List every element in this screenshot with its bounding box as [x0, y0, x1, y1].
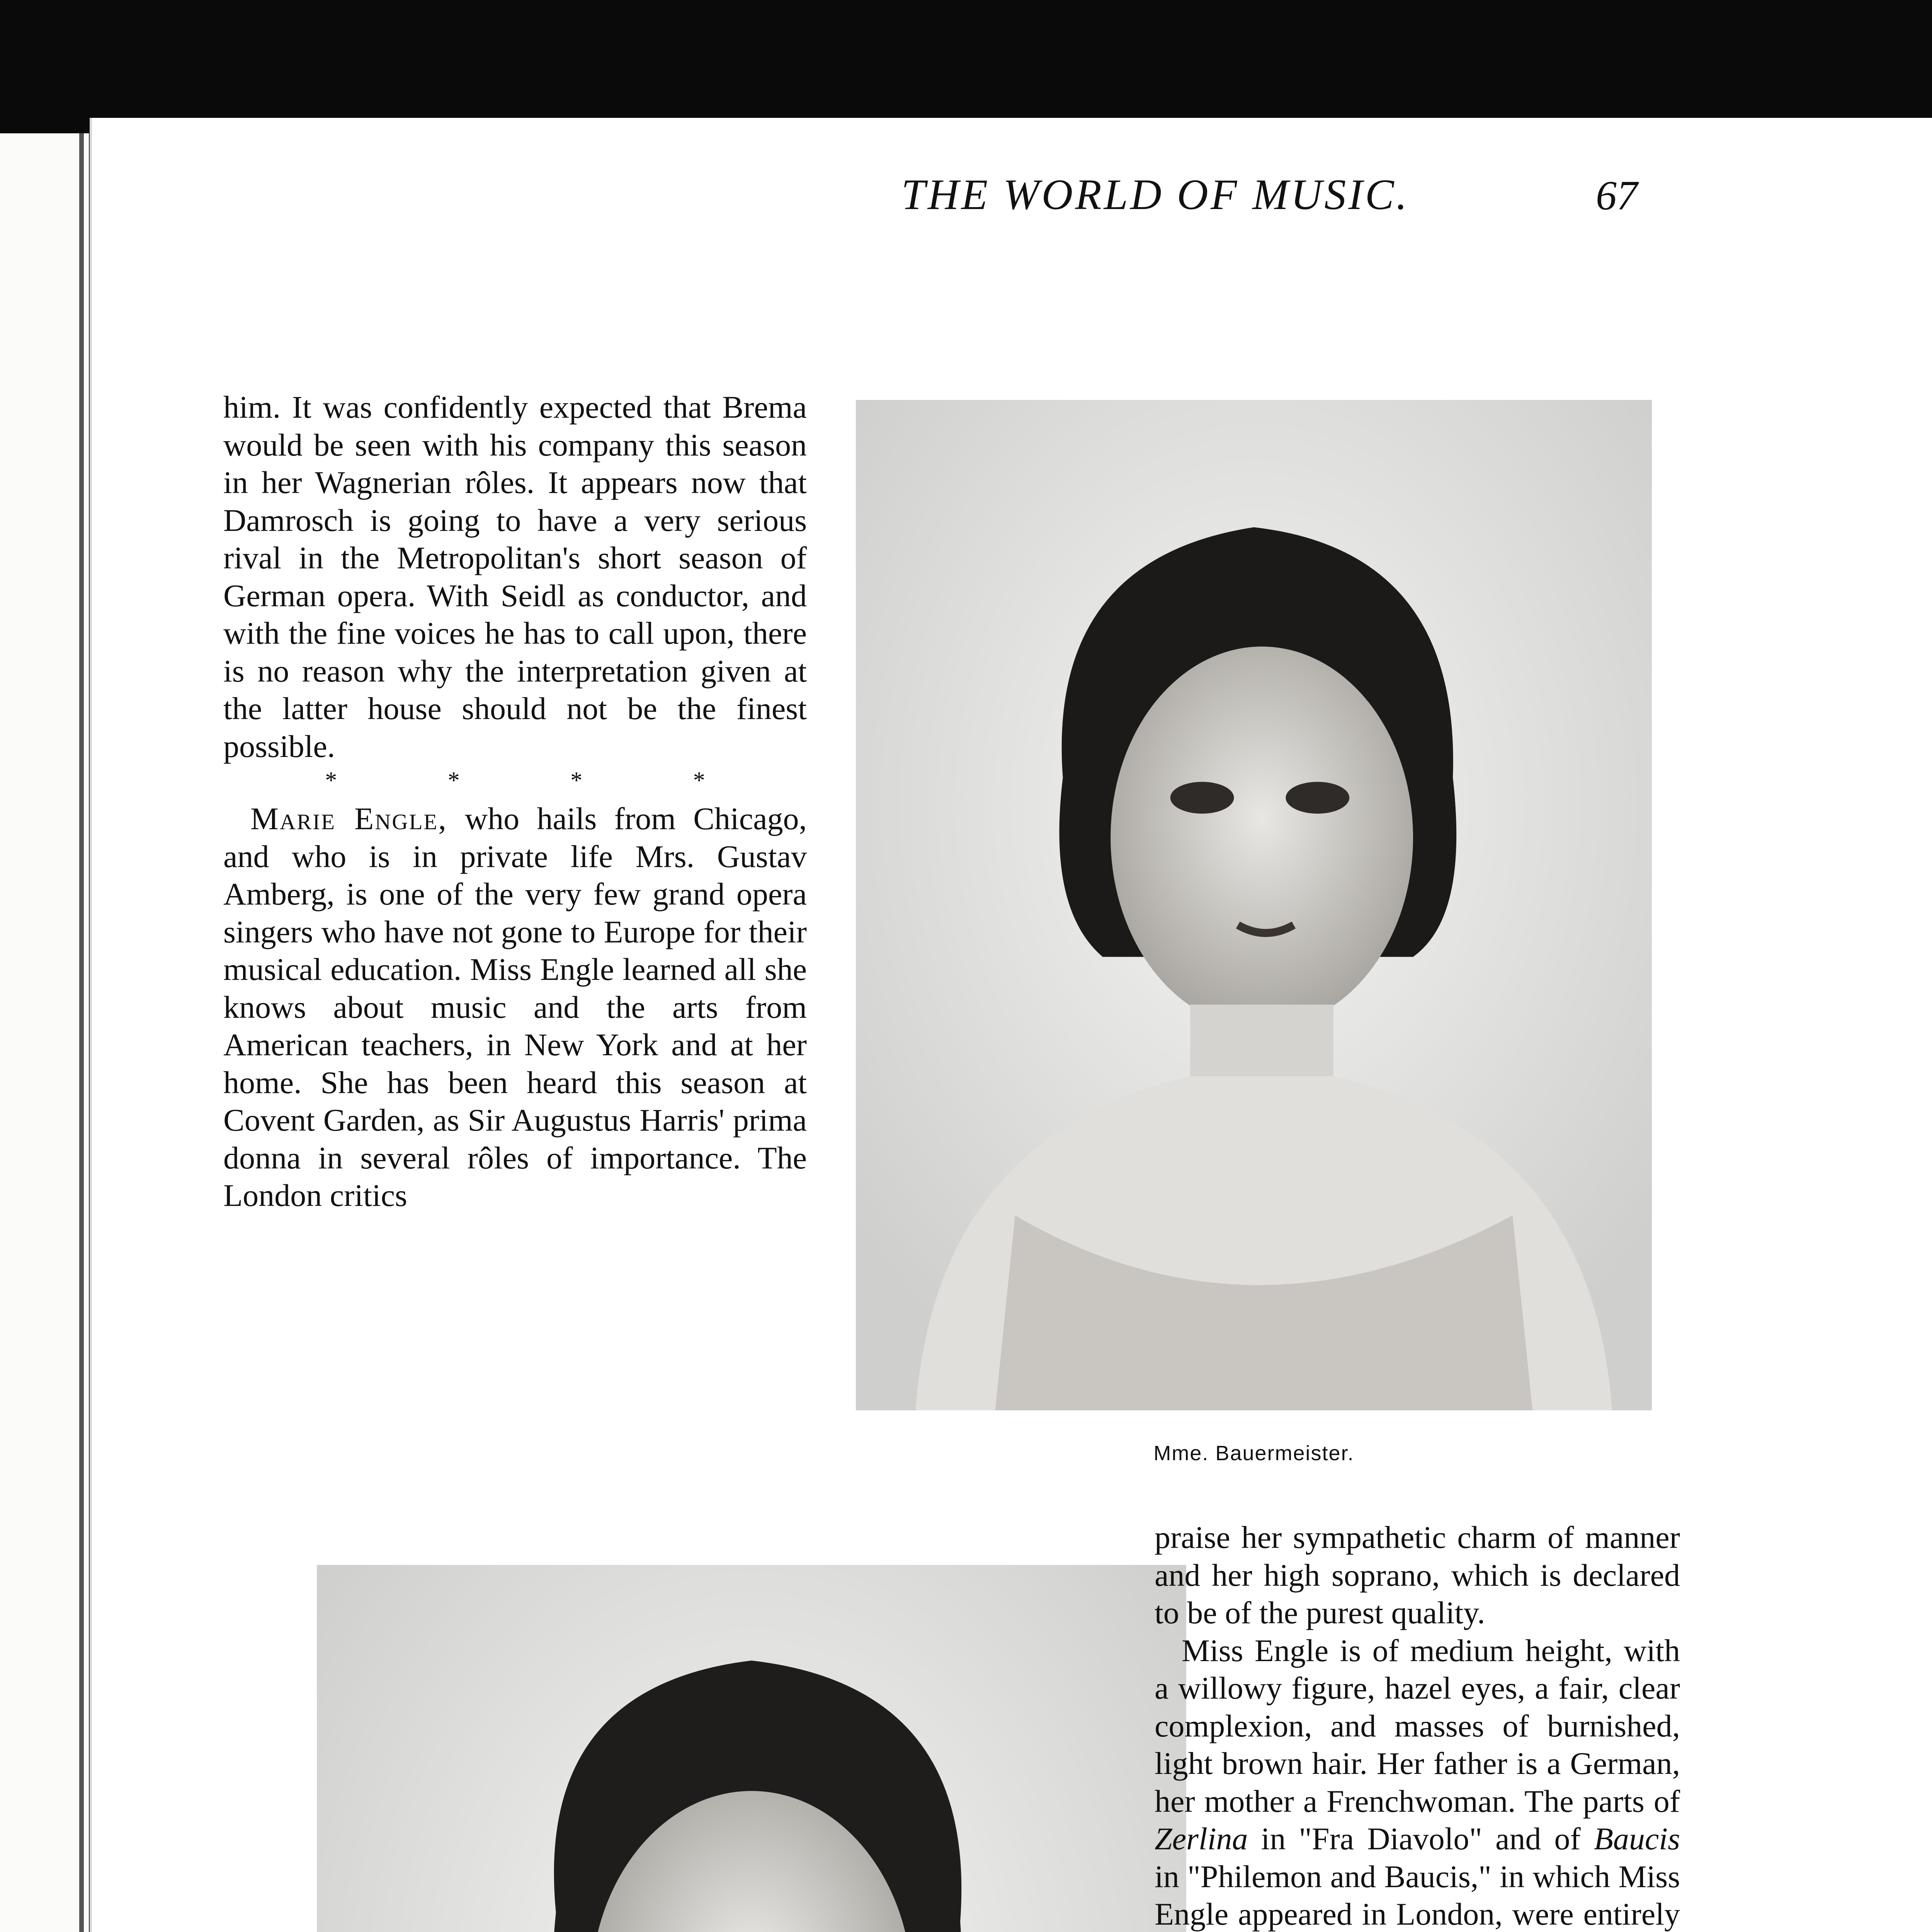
page-number: 67	[1596, 173, 1638, 219]
figure-caption: Mme. Bauermeister.	[1153, 1442, 1354, 1465]
page-gutter-line	[79, 133, 84, 1932]
right-text-column	[1155, 1519, 1680, 1932]
role-name: Zerlina	[1155, 1821, 1248, 1856]
paragraph: Miss Engle is of medium height, with a willowy figure, hazel eyes, a fair, clear complexion, and masses of burnished, light brown hair. Her father is a German, her mother a Frenchwoman. The parts of Zerlina in "Fra Diavolo" and of Baucis in "Philemon and Baucis," in which Miss Engle appeared in London, were entirely	[1155, 1633, 1680, 1932]
paragraph-lead: Marie Engle,	[250, 801, 447, 836]
section-separator: * * * *	[325, 767, 705, 794]
running-title: THE WORLD OF MUSIC.	[901, 171, 1410, 219]
portrait-bauermeister	[856, 400, 1652, 1410]
paragraph: him. It was confidently expected that Brema would be seen with his company this season in her Wagnerian rôles. It appears now that Damrosch is going to have a very serious rival in the Metropolitan's short season of German opera. With Seidl as conductor, and with the fine voices he has to call upon, there is no reason why the interpretation given at the latter house should not be the finest possible.	[223, 389, 807, 764]
paragraph: Marie Engle, who hails from Chicago, and who is in private life Mrs. Gustav Amberg, is one of the very few grand opera singers who have not gone to Europe for their musical education. Miss Engle learned all she knows about music and the arts from American teachers, in New York and at her home. She has been heard this season at Covent Garden, as Sir Augustus Harris' prima donna in several rôles of importance. The London critics	[223, 801, 807, 1213]
paragraph: praise her sympathetic charm of manner and her high soprano, which is declared to be of the purest quality.	[1155, 1520, 1680, 1630]
role-name: Baucis	[1594, 1821, 1680, 1856]
portrait-mantelli	[317, 1565, 1186, 1932]
left-text-column	[223, 388, 807, 1214]
